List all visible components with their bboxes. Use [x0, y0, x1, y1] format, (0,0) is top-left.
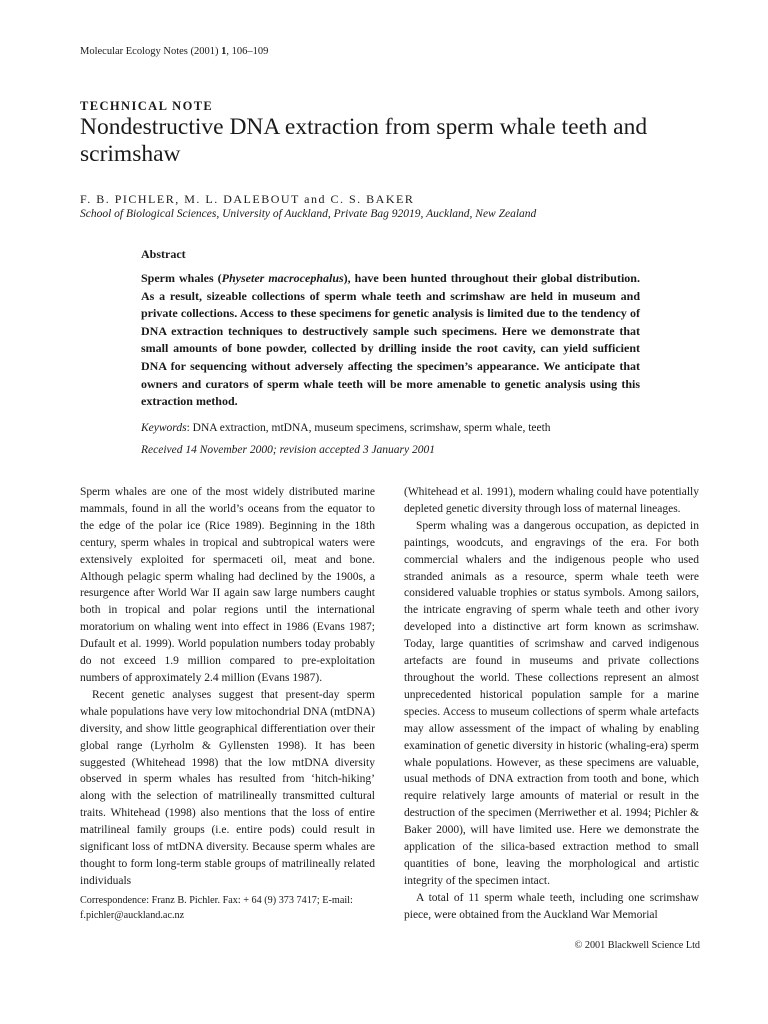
keywords-label: Keywords: [141, 421, 187, 434]
article-type-label: TECHNICAL NOTE: [80, 99, 214, 113]
author-affiliation: School of Biological Sciences, University of Auckland, Private Bag 92019, Auckland, New Zealand: [80, 208, 537, 220]
paragraph: Sperm whaling was a dangerous occupation, as depicted in paintings, woodcuts, and engravings of the era. For both commercial whalers and the indigenous people who used stranded animals as a resource, sperm whale teeth were considered valuable trophies or status symbols. Among sailors, the intricate engraving of sperm whale teeth and other ivory developed into a distinctive art form known as scrimshaw. Today, large quantities of scrimshaw and carved indigenous artefacts are found in museums and private collections throughout the world. These collections represent an almost unprecedented historical population sample for a marine species. Access to museum collections of sperm whale artefacts may allow assessment of the impact of whaling by enabling examination of genetic diversity in historic (whaling-era) sperm whale populations. However, as these specimens are valuable, usual methods of DNA extraction from tooth and bone, which require relatively large amounts of material or result in the destruction of the specimen (Merriwether et al. 1994; Pichler & Baker 2000), will have limited use. Here we demonstrate the application of the silica-based extraction method to small quantities of bone, leaving the morphological and artistic integrity of the specimen intact.: [404, 519, 699, 887]
journal-name: Molecular Ecology Notes (2001): [80, 46, 222, 57]
right-column: [404, 484, 699, 924]
paragraph: Sperm whales are one of the most widely distributed marine mammals, found in all the world’s oceans from the equator to the edge of the polar ice (Rice 1989). Beginning in the 18th century, sperm whales in tropical and subtropical waters were extensively exploited for spermaceti oil, meat and bone. Although pelagic sperm whaling had declined by the 1900s, a resurgence after World War II again saw large numbers caught both in tropical and polar regions until the international moratorium on whaling went into effect in 1986 (Evans 1987; Dufault et al. 1999). World population numbers today probably do not exceed 1.9 million compared to pre-exploitation numbers of approximately 2.4 million (Evans 1987).: [80, 486, 375, 684]
paragraph: (Whitehead et al. 1991), modern whaling could have potentially depleted genetic diversity through loss of maternal lineages.: [404, 486, 699, 515]
copyright-notice: © 2001 Blackwell Science Ltd: [574, 940, 700, 951]
keywords: [141, 422, 640, 434]
correspondence-footnote: Correspondence: Franz B. Pichler. Fax: + 64 (9) 373 7417; E-mail: f.pichler@auckland.ac.nz: [80, 895, 353, 921]
received-dates: Received 14 November 2000; revision accepted 3 January 2001: [141, 443, 436, 456]
author-list: F. B. PICHLER, M. L. DALEBOUT and C. S. BAKER: [80, 192, 415, 206]
species-name: Physeter macrocephalus: [221, 271, 344, 285]
article-title: Nondestructive DNA extraction from sperm whale teeth and scrimshaw: [80, 114, 648, 167]
abstract-heading: Abstract: [141, 247, 186, 261]
keywords-list: : DNA extraction, mtDNA, museum specimens, scrimshaw, sperm whale, teeth: [186, 421, 551, 434]
abstract-block: [141, 247, 640, 456]
abstract-text: Sperm whales (Physeter macrocephalus), have been hunted throughout their global distribution. As a result, sizeable collections of sperm whale teeth and scrimshaw are held in museum and private collections. Access to these specimens for genetic analysis is limited due to the tendency of DNA extraction techniques to destructively sample such specimens. Here we demonstrate that small amounts of bone powder, collected by drilling inside the root cavity, can yield sufficient DNA for sequencing without adversely affecting the specimen’s appearance. We anticipate that owners and curators of sperm whale teeth will be more amenable to genetic analysis using this extraction method.: [141, 271, 640, 409]
paragraph: A total of 11 sperm whale teeth, including one scrimshaw piece, were obtained from the Auckland War Memorial: [404, 891, 699, 921]
volume-number: 1: [221, 46, 227, 57]
paragraph: Recent genetic analyses suggest that present-day sperm whale populations have very low mitochondrial DNA (mtDNA) diversity, and show little geographical differentiation over their global range (Lyrholm & Gyllensten 1998). It has been suggested (Whitehead 1998) that the low mtDNA diversity observed in sperm whales has resulted from ‘hitch-hiking’ along with the selection of matrilineally transmitted cultural traits. Whitehead (1998) also mentions that the loss of entire matrilineal family groups (i.e. entire pods) could result in significant loss of mtDNA diversity. Because sperm whales are thought to form long-term stable groups of matrilineally related individuals: [80, 688, 375, 887]
page-range: , 106–109: [226, 46, 269, 57]
running-head: [80, 46, 268, 57]
left-column: [80, 484, 375, 890]
